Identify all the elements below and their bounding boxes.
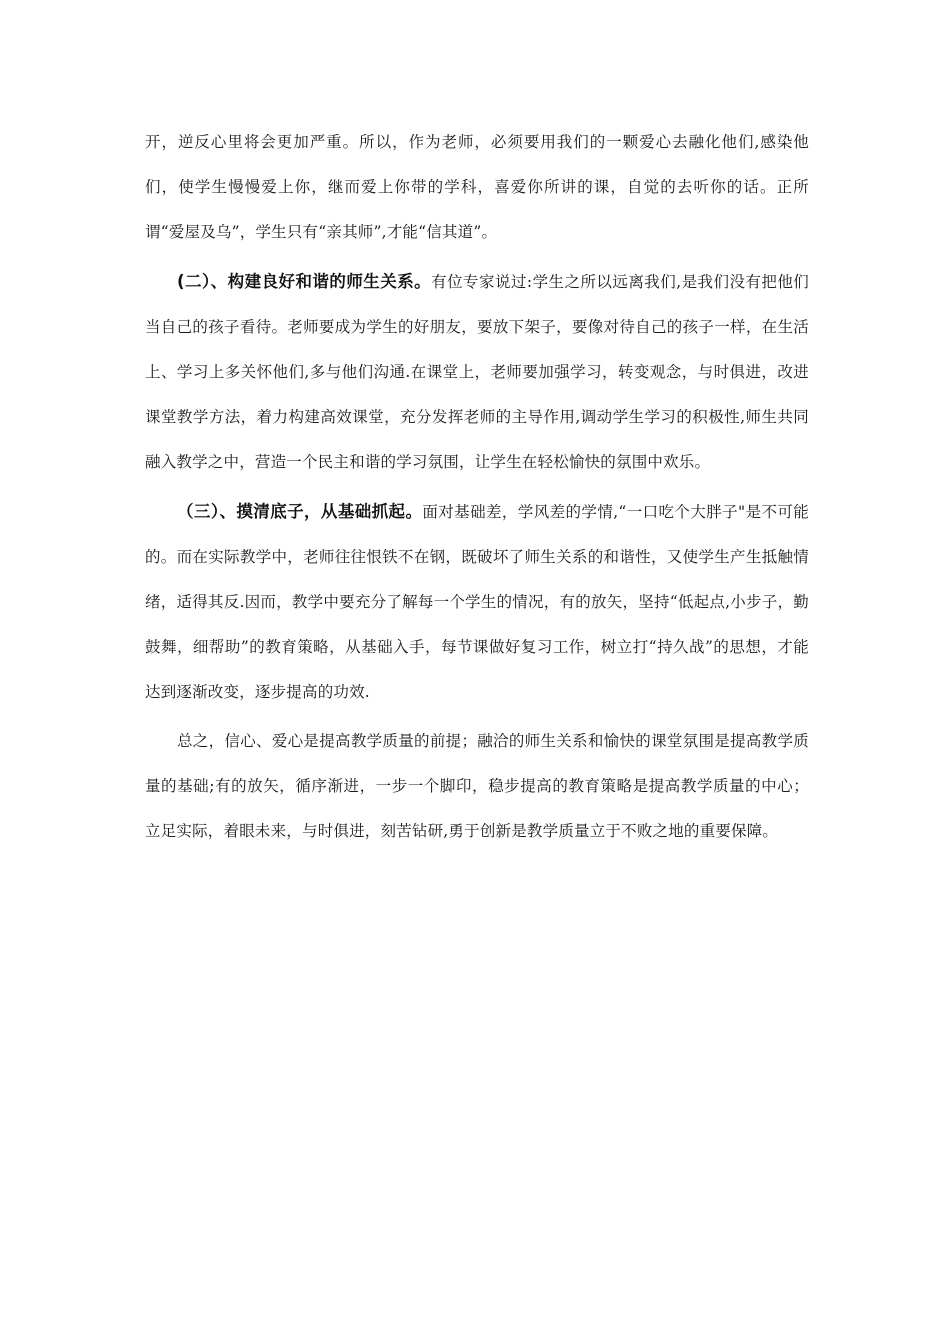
paragraph-text: 开，逆反心里将会更加严重。所以，作为老师，必须要用我们的一颗爱心去融化他们,感染他们，使学生慢慢爱上你，继而爱上你带的学科，喜爱你所讲的课，自觉的去听你的话。正所谓“爱屋及乌”，学生只有“亲其师”,才能“信其道”。 bbox=[145, 133, 809, 241]
paragraph-text: 有位专家说过:学生之所以远离我们,是我们没有把他们当自己的孩子看待。老师要成为学生的好朋友，要放下架子，要像对待自己的孩子一样，在生活上、学习上多关怀他们,多与他们沟通.在课堂上，老师要加强学习，转变观念，与时俱进，改进课堂教学方法，着力构建高效课堂，充分发挥老师的主导作用,调动学生学习的积极性,师生共同融入教学之中，营造一个民主和谐的学习氛围，让学生在轻松愉快的氛围中欢乐。 bbox=[145, 273, 809, 471]
paragraph-text: 面对基础差，学风差的学情,“一口吃个大胖子"是不可能的。而在实际教学中，老师往往恨铁不在钢，既破坏了师生关系的和谐性，又使学生产生抵触情绪，适得其反.因而，教学中要充分了解每一个学生的情况，有的放矢，坚持“低起点,小步子，勤鼓舞，细帮助”的教育策略，从基础入手，每节课做好复习工作，树立打“持久战”的思想，才能达到逐渐改变，逐步提高的功效. bbox=[145, 503, 810, 701]
paragraph-basics bbox=[145, 489, 809, 715]
paragraph-conclusion bbox=[145, 719, 809, 854]
section-heading-two: (二）、构建良好和谐的师生关系。 bbox=[177, 272, 432, 291]
section-heading-three: （三）、摸清底子，从基础抓起。 bbox=[177, 502, 423, 521]
document-page bbox=[145, 120, 809, 858]
paragraph-text: 总之，信心、爱心是提高教学质量的前提；融洽的师生关系和愉快的课堂氛围是提高教学质量的基础;有的放矢，循序渐进，一步一个脚印，稳步提高的教育策略是提高教学质量的中心；立足实际，着眼未来，与时俱进，刻苦钻研,勇于创新是教学质量立于不败之地的重要保障。 bbox=[145, 732, 809, 840]
paragraph-teacher-student-relationship bbox=[145, 259, 809, 485]
paragraph-continuation bbox=[145, 120, 809, 255]
